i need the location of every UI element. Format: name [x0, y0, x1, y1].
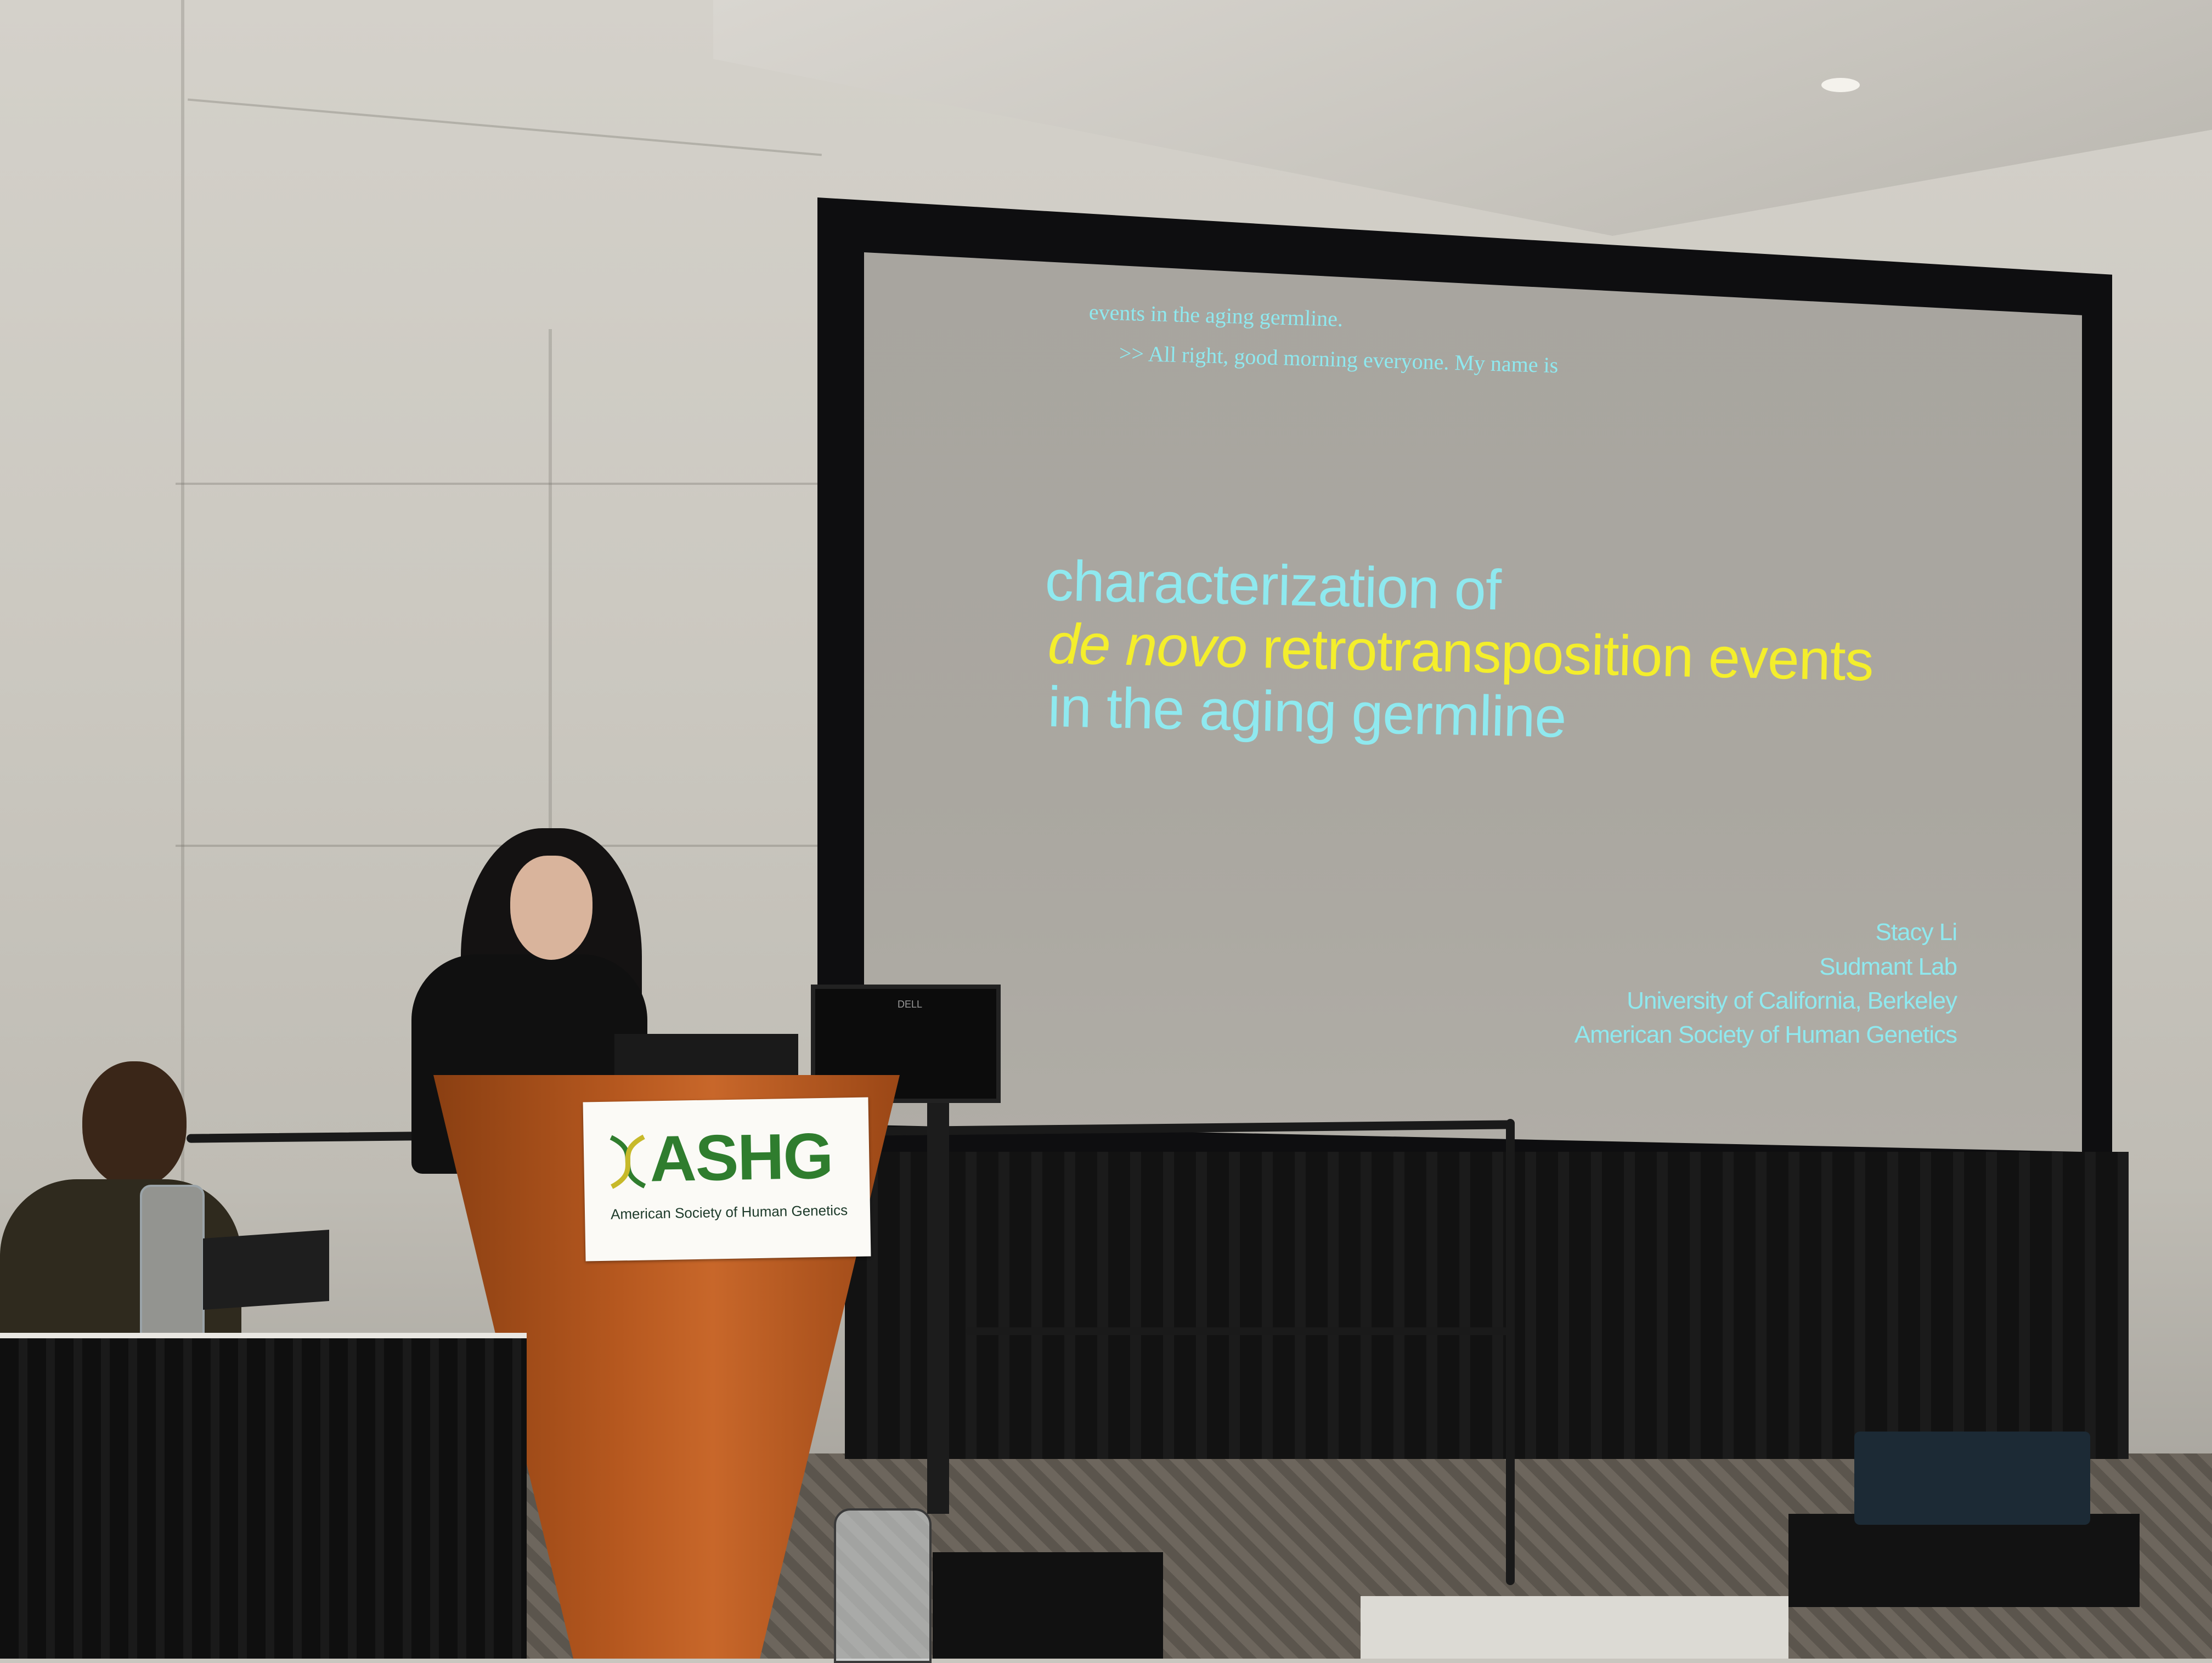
dna-helix-icon	[605, 1131, 650, 1192]
panelist-head	[82, 1061, 187, 1187]
slide-title-italic: de novo	[1047, 612, 1248, 680]
chair-back	[933, 1552, 1163, 1659]
monitor-brand: DELL	[898, 999, 923, 1010]
ashg-logo-subtitle: American Society of Human Genetics	[610, 1202, 848, 1223]
slide-author-university: University of California, Berkeley	[1627, 987, 1957, 1014]
projector	[1854, 1432, 2090, 1525]
water-bottle	[834, 1508, 932, 1663]
ashg-logo-text: ASHG	[649, 1119, 833, 1196]
wall-panel-line	[176, 483, 834, 485]
ceiling-light	[1821, 78, 1860, 92]
slide-title-line-1: characterization of	[1044, 549, 1502, 623]
slide-title-line-3: in the aging germline	[1047, 675, 1567, 750]
slide-author-name: Stacy Li	[1875, 919, 1957, 946]
slide-title-rest: retrotransposition events	[1246, 616, 1874, 693]
front-table	[1361, 1596, 1788, 1659]
tablet-device	[203, 1230, 329, 1310]
railing-bar	[966, 1327, 1514, 1335]
podium-sign	[583, 1097, 871, 1261]
monitor-stand	[927, 1042, 949, 1514]
slide-author-society: American Society of Human Genetics	[1574, 1021, 1957, 1048]
projector-case	[1788, 1514, 2140, 1607]
screen-skirt	[845, 1152, 2129, 1459]
panel-table-skirt	[0, 1338, 527, 1659]
speaker-face	[510, 856, 592, 960]
live-caption-line-2: >> All right, good morning everyone. My name is	[1119, 341, 1559, 378]
railing-post	[1506, 1119, 1515, 1585]
slide-author-lab: Sudmant Lab	[1819, 953, 1957, 980]
live-caption-line-1: events in the aging germline.	[1088, 299, 1344, 331]
